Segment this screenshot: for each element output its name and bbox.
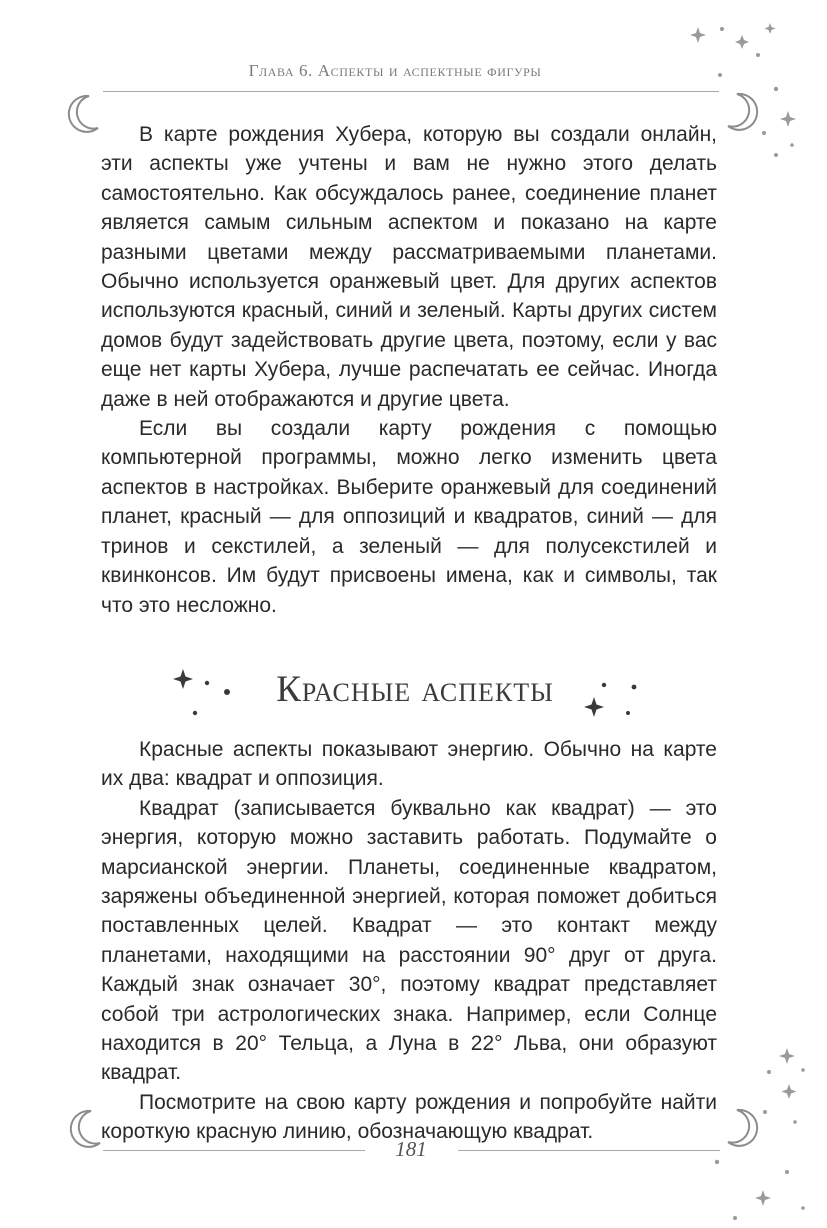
stars-ornament-icon-right bbox=[582, 675, 652, 725]
stars-ornament-icon-left bbox=[165, 665, 235, 725]
paragraph: Красные аспекты показывают энергию. Обычно на карте их два: квадрат и оппозиция. bbox=[101, 738, 717, 791]
stars-cluster-icon-bottom-right bbox=[705, 1040, 815, 1225]
paragraph: Посмотрите на свою карту рождения и попробуйте найти короткую красную линию, обозначающую квадрат. bbox=[101, 1090, 717, 1144]
paragraph: Квадрат (записывается буквально как квадрат) — это энергия, которую можно заставить работать. Подумайте о марсианской энергии. Планеты, соединенные квадратом, заряжены объединенной энергией, которая поможет добиться поставленных целей. Квадрат — это контакт между планетами, находящими на расстоянии 90° друг от друга. Каждый знак означает 30°, поэтому квадрат представляет собой три астрологических знака. Например, если Солнце находится в 20° Тельца, а Луна в 22° Льва, они образуют квадрат. bbox=[101, 796, 717, 1085]
body-text-top bbox=[101, 120, 717, 620]
header-rule bbox=[103, 91, 719, 92]
crescent-moon-icon-top-left bbox=[56, 90, 104, 138]
crescent-moon-icon-bottom-left bbox=[58, 1105, 106, 1153]
footer-rule-right bbox=[458, 1150, 720, 1151]
paragraph: В карте рождения Хубера, которую вы создали онлайн, эти аспекты уже учтены и вам не нужно этого делать самостоятельно. Как обсуждалось ранее, соединение планет является самым сильным аспектом и показано на карте разными цветами между рассматриваемыми планетами. Обычно используется оранжевый цвет. Для других аспектов используются красный, синий и зеленый. Карты других систем домов будут задействовать другие цвета, поэтому, если у вас еще нет карты Хубера, лучше распечатать ее сейчас. Иногда даже в ней отображаются и другие цвета. bbox=[101, 123, 717, 411]
paragraph: Если вы создали карту рождения с помощью компьютерной программы, можно легко изменить цвета аспектов в настройках. Выберите оранжевый для соединений планет, красный — для оппозиций и квадратов, синий — для тринов и секстилей, а зеленый — для полусекстилей и квинконсов. Им будут присвоены имена, как и символы, так что это несложно. bbox=[101, 417, 717, 617]
footer-rule-left bbox=[103, 1150, 365, 1151]
running-header-title: Глава 6. Аспекты и аспектные фигуры bbox=[248, 61, 542, 80]
section-heading: Красные аспекты bbox=[276, 669, 554, 710]
body-text-bottom bbox=[101, 735, 717, 1147]
page-number: 181 bbox=[395, 1137, 427, 1161]
